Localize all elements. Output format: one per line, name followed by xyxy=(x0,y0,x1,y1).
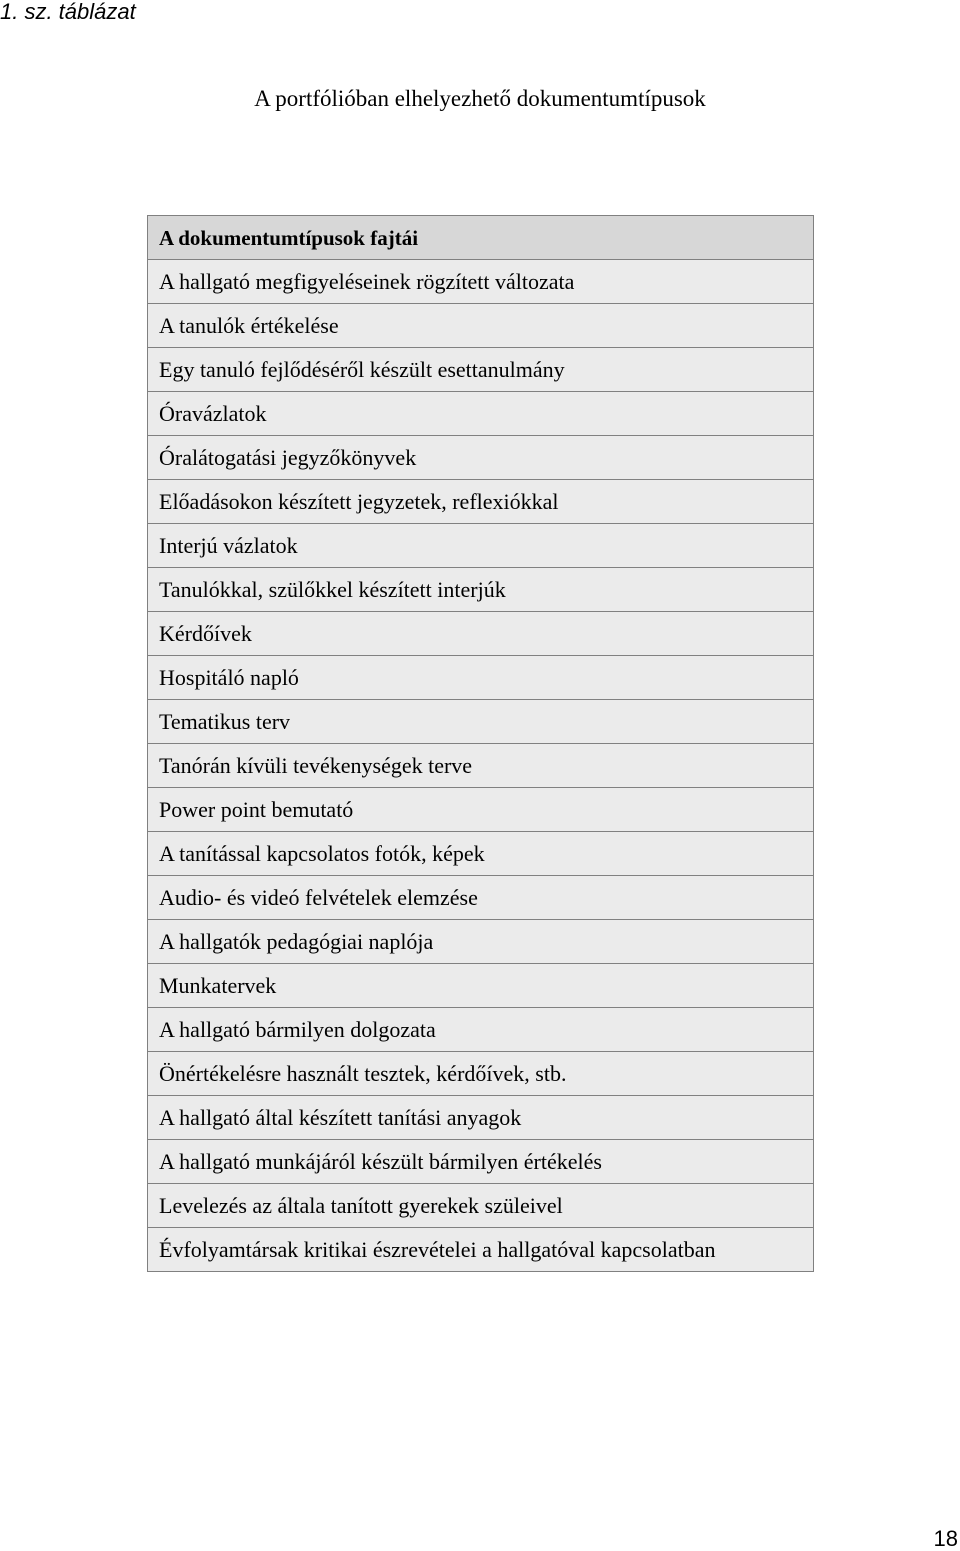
table-row xyxy=(148,524,814,568)
table-cell: A hallgató munkájáról készült bármilyen értékelés xyxy=(148,1140,814,1184)
table-row xyxy=(148,1140,814,1184)
table-row xyxy=(148,1228,814,1272)
table-row xyxy=(148,700,814,744)
table-row xyxy=(148,744,814,788)
table-row xyxy=(148,788,814,832)
table-cell: Levelezés az általa tanított gyerekek szüleivel xyxy=(148,1184,814,1228)
table-cell: Óralátogatási jegyzőkönyvek xyxy=(148,436,814,480)
table-cell: A hallgató megfigyeléseinek rögzített változata xyxy=(148,260,814,304)
table-row xyxy=(148,656,814,700)
table-cell: Évfolyamtársak kritikai észrevételei a hallgatóval kapcsolatban xyxy=(148,1228,814,1272)
table-header-cell: A dokumentumtípusok fajtái xyxy=(148,216,814,260)
table-cell: Interjú vázlatok xyxy=(148,524,814,568)
table-caption: 1. sz. táblázat xyxy=(0,0,136,24)
table-cell: A hallgató bármilyen dolgozata xyxy=(148,1008,814,1052)
table-cell: Tanórán kívüli tevékenységek terve xyxy=(148,744,814,788)
table-row xyxy=(148,1184,814,1228)
table-cell: Kérdőívek xyxy=(148,612,814,656)
table-cell: A hallgatók pedagógiai naplója xyxy=(148,920,814,964)
document-title: A portfólióban elhelyezhető dokumentumtípusok xyxy=(254,86,706,111)
table-cell: A tanulók értékelése xyxy=(148,304,814,348)
table-row xyxy=(148,348,814,392)
table-cell: Tematikus terv xyxy=(148,700,814,744)
table-row xyxy=(148,1052,814,1096)
page-number: 18 xyxy=(933,1526,958,1551)
table-row xyxy=(148,964,814,1008)
table-row xyxy=(148,920,814,964)
table-cell: A tanítással kapcsolatos fotók, képek xyxy=(148,832,814,876)
table-row xyxy=(148,304,814,348)
table-cell: A hallgató által készített tanítási anyagok xyxy=(148,1096,814,1140)
table-row xyxy=(148,1096,814,1140)
table-cell: Audio- és videó felvételek elemzése xyxy=(148,876,814,920)
table-header-row xyxy=(148,216,814,260)
table-cell: Power point bemutató xyxy=(148,788,814,832)
table-cell: Óravázlatok xyxy=(148,392,814,436)
table-row xyxy=(148,876,814,920)
table-row xyxy=(148,568,814,612)
document-types-table xyxy=(147,215,814,1272)
table-cell: Előadásokon készített jegyzetek, reflexiókkal xyxy=(148,480,814,524)
table-cell: Hospitáló napló xyxy=(148,656,814,700)
table-row xyxy=(148,260,814,304)
table-row xyxy=(148,436,814,480)
table-row xyxy=(148,1008,814,1052)
table-row xyxy=(148,392,814,436)
table-row xyxy=(148,832,814,876)
table-cell: Munkatervek xyxy=(148,964,814,1008)
table-cell: Egy tanuló fejlődéséről készült esettanulmány xyxy=(148,348,814,392)
table-cell: Tanulókkal, szülőkkel készített interjúk xyxy=(148,568,814,612)
table-row xyxy=(148,612,814,656)
table-cell: Önértékelésre használt tesztek, kérdőívek, stb. xyxy=(148,1052,814,1096)
table-row xyxy=(148,480,814,524)
